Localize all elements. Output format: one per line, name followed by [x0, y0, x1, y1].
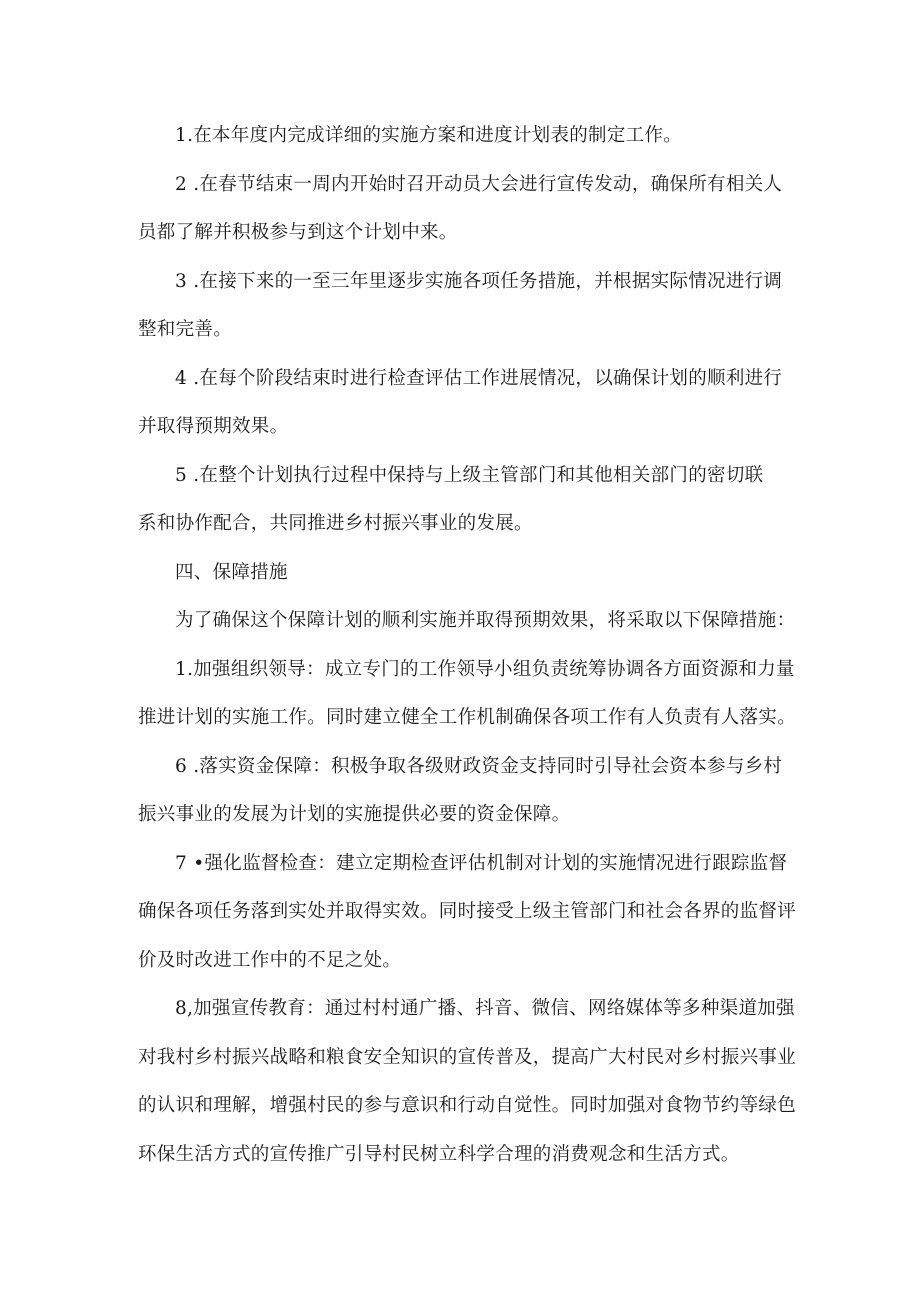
paragraph-measure-7: [138, 840, 798, 986]
paragraph-line: 2 .在春节结束一周内开始时召开动员大会进行宣传发动，确保所有相关人: [175, 173, 783, 195]
paragraph-line: 6 .落实资金保障：积极争取各级财政资金支持同时引导社会资本参与乡村: [175, 755, 783, 777]
paragraph-line: 为了确保这个保障计划的顺利实施并取得预期效果，将采取以下保障措施：: [175, 610, 796, 631]
paragraph-measure-1: [138, 646, 798, 743]
document-body: [138, 112, 798, 1179]
paragraph-item-4: [138, 355, 798, 452]
paragraph-intro: [138, 597, 798, 646]
paragraph-line: 7 •强化监督检查：建立定期检查评估机制对计划的实施情况进行跟踪监督: [175, 852, 788, 874]
paragraph-line: 并取得预期效果。: [138, 416, 289, 437]
paragraph-item-2: [138, 161, 798, 258]
paragraph-line: 系和协作配合，共同推进乡村振兴事业的发展。: [138, 513, 533, 534]
paragraph-line: 4 .在每个阶段结束时进行检查评估工作进展情况，以确保计划的顺利进行: [175, 367, 783, 389]
paragraph-line: 8,加强宣传教育：通过村村通广播、抖音、微信、网络媒体等多种渠道加强: [175, 998, 795, 1019]
paragraph-item-3: [138, 258, 798, 355]
paragraph-line: 确保各项任务落到实处并取得实效。同时接受上级主管部门和社会各界的监督评: [138, 901, 797, 922]
paragraph-item-5: [138, 452, 798, 549]
paragraph-line: 整和完善。: [138, 319, 233, 340]
paragraph-line: 振兴事业的发展为计划的实施提供必要的资金保障。: [138, 804, 571, 825]
paragraph-line: 1.加强组织领导：成立专门的工作领导小组负责统筹协调各方面资源和力量: [175, 658, 795, 680]
paragraph-line: 1.在本年度内完成详细的实施方案和进度计划表的制定工作。: [175, 125, 683, 146]
paragraph-line: 3 .在接下来的一至三年里逐步实施各项任务措施，并根据实际情况进行调: [175, 270, 783, 292]
paragraph-section-heading: [138, 549, 798, 598]
paragraph-measure-6: [138, 743, 798, 840]
paragraph-measure-8: [138, 985, 798, 1179]
paragraph-line: 四、保障措施: [175, 561, 288, 583]
paragraph-item-1: [138, 112, 798, 161]
paragraph-line: 员都了解并积极参与到这个计划中来。: [138, 222, 458, 243]
paragraph-line: 环保生活方式的宣传推广引导村民树立科学合理的消费观念和生活方式。: [138, 1143, 740, 1165]
paragraph-line: 5 .在整个计划执行过程中保持与上级主管部门和其他相关部门的密切联: [175, 464, 764, 486]
paragraph-line: 的认识和理解，增强村民的参与意识和行动自觉性。同时加强对食物节约等绿色: [138, 1095, 797, 1116]
paragraph-line: 推进计划的实施工作。同时建立健全工作机制确保各项工作有人负责有人落实。: [138, 707, 797, 728]
paragraph-line: 价及时改进工作中的不足之处。: [138, 949, 402, 971]
paragraph-line: 对我村乡村振兴战略和粮食安全知识的宣传普及，提高广大村民对乡村振兴事业: [138, 1046, 797, 1068]
